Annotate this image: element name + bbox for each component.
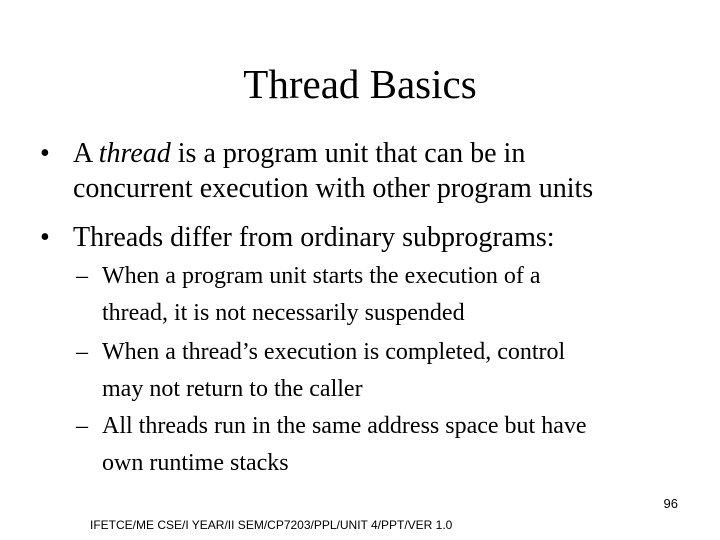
dash-marker: – [76,263,88,289]
dash-marker: – [76,413,88,439]
page-number: 96 [663,496,678,511]
sub-bullet-line: thread, it is not necessarily suspended [102,300,465,326]
sub-bullet-line: own runtime stacks [102,450,289,476]
sub-bullet-line: All threads run in the same address space but have [102,413,587,439]
sub-bullet-line: When a thread’s execution is completed, control [102,339,566,365]
slide-footer: IFETCE/ME CSE/I YEAR/II SEM/CP7203/PPL/UNIT 4/PPT/VER 1.0 [90,518,453,532]
sub-bullet-line: may not return to the caller [102,376,363,402]
slide-title: Thread Basics [243,61,477,107]
bullet-marker: • [40,138,50,169]
bullet-marker: • [40,222,50,253]
bullet-text [73,136,593,206]
bullet-text-suffix: is a program unit that can be in [170,138,526,169]
sub-bullet-text [102,334,565,408]
sub-bullet-text [102,408,587,482]
bullet-continuation: concurrent execution with other program units [73,173,594,204]
bullet-text-prefix: A [73,138,99,169]
emphasized-term: thread [98,138,171,169]
bullet-text: Threads differ from ordinary subprograms: [73,222,555,253]
dash-marker: – [76,339,88,365]
sub-bullet-line: When a program unit starts the execution of a [102,263,541,289]
sub-bullet-text [102,258,541,332]
